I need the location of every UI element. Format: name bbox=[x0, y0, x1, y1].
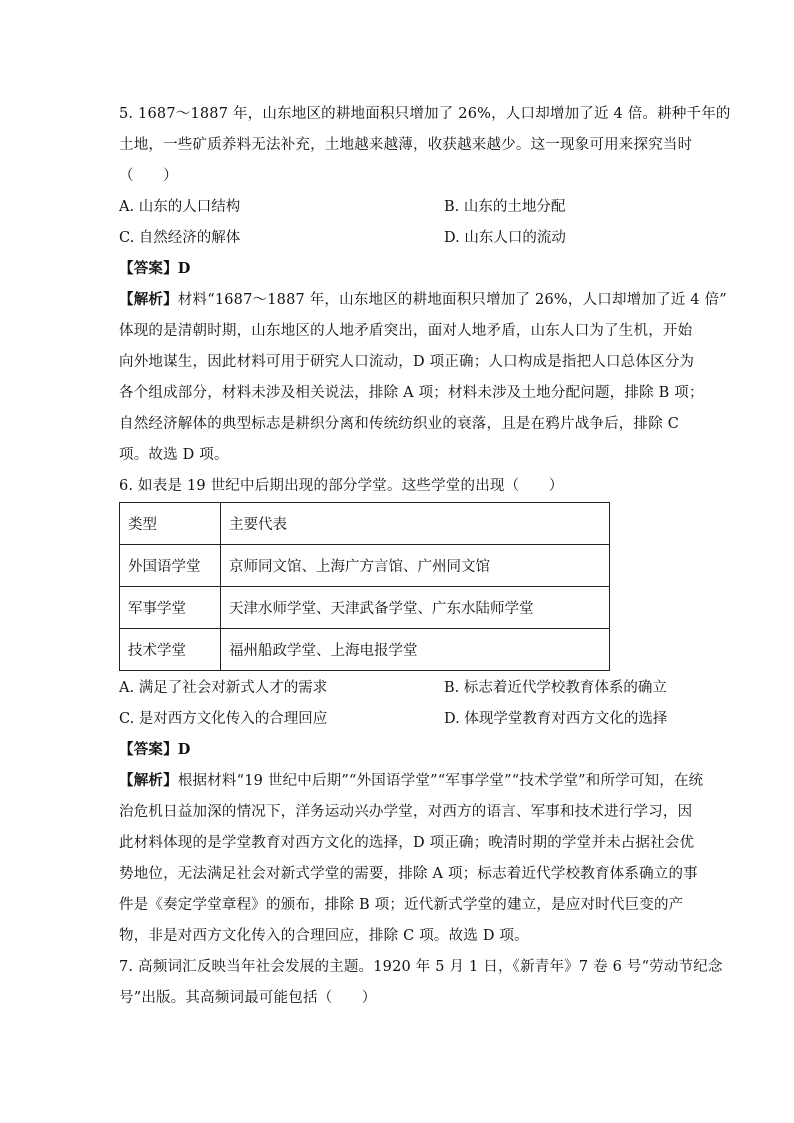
q5-stem-line-3: （ ） bbox=[119, 168, 178, 184]
table-row bbox=[120, 587, 610, 629]
table-cell-type: 军事学堂 bbox=[120, 587, 221, 629]
q6-answer: 【答案】D bbox=[119, 741, 191, 758]
table-cell-representatives: 福州船政学堂、上海电报学堂 bbox=[221, 629, 610, 671]
q6-analysis-line-2: 治危机日益加深的情况下，洋务运动兴办学堂，对西方的语言、军事和技术进行学习，因 bbox=[119, 804, 693, 820]
table-header-row bbox=[120, 503, 610, 545]
table-cell-representatives: 京师同文馆、上海广方言馆、广州同文馆 bbox=[221, 545, 610, 587]
q6-analysis-label: 【解析】 bbox=[119, 772, 178, 789]
q5-analysis-line-4: 各个组成部分，材料未涉及相关说法，排除 A 项；材料未涉及土地分配问题，排除 B 项； bbox=[119, 385, 704, 401]
table-header-type: 类型 bbox=[120, 503, 221, 545]
table-cell-type: 技术学堂 bbox=[120, 629, 221, 671]
q6-analysis-line-4: 势地位，无法满足社会对新式学堂的需要，排除 A 项；标志着近代学校教育体系确立的事 bbox=[119, 866, 698, 882]
table-row bbox=[120, 545, 610, 587]
table-cell-representatives: 天津水师学堂、天津武备学堂、广东水陆师学堂 bbox=[221, 587, 610, 629]
q5-analysis-line-2: 体现的是清朝时期，山东地区的人地矛盾突出，面对人地矛盾，山东人口为了生机，开始 bbox=[119, 323, 693, 339]
q6-analysis-line-6: 物，非是对西方文化传入的合理回应，排除 C 项。故选 D 项。 bbox=[119, 928, 529, 944]
q7-stem-line-1: 7. 高频词汇反映当年社会发展的主题。1920 年 5 月 1 日，《新青年》7 卷 6 号“劳动节纪念 bbox=[119, 959, 723, 975]
q6-option-c: C. 是对西方文化传入的合理回应 bbox=[119, 711, 328, 727]
q6-analysis-text: 根据材料“19 世纪中后期”“外国语学堂”“军事学堂”“技术学堂”和所学可知，在统 bbox=[177, 773, 704, 789]
q6-option-b: B. 标志着近代学校教育体系的确立 bbox=[444, 680, 667, 696]
q5-option-a: A. 山东的人口结构 bbox=[119, 199, 241, 215]
q7-stem-line-2: 号”出版。其高频词最可能包括（ ） bbox=[119, 990, 377, 1006]
q5-stem-line-1: 5. 1687～1887 年，山东地区的耕地面积只增加了 26%，人口却增加了近 4 倍。耕种千年的 bbox=[119, 106, 731, 122]
q5-analysis-line-5: 自然经济解体的典型标志是耕织分离和传统纺织业的衰落，且是在鸦片战争后，排除 C bbox=[119, 416, 680, 432]
q5-option-b: B. 山东的土地分配 bbox=[444, 199, 566, 215]
q6-analysis-line-5: 件是《奏定学堂章程》的颁布，排除 B 项；近代新式学堂的建立，是应对时代巨变的产 bbox=[119, 897, 684, 913]
q5-analysis-text: 材料“1687～1887 年，山东地区的耕地面积只增加了 26%，人口却增加了近 4 倍” bbox=[177, 292, 727, 308]
q6-analysis-line-1 bbox=[119, 771, 703, 791]
q5-option-c: C. 自然经济的解体 bbox=[119, 230, 241, 246]
q5-analysis-line-6: 项。故选 D 项。 bbox=[119, 447, 229, 463]
q6-stem: 6. 如表是 19 世纪中后期出现的部分学堂。这些学堂的出现（ ） bbox=[119, 478, 564, 494]
q5-answer: 【答案】D bbox=[119, 260, 191, 277]
q5-option-d: D. 山东人口的流动 bbox=[444, 230, 566, 246]
q6-table bbox=[119, 502, 610, 671]
q5-stem-line-2: 土地，一些矿质养料无法补充，土地越来越薄，收获越来越少。这一现象可用来探究当时 bbox=[119, 137, 693, 153]
table-row bbox=[120, 629, 610, 671]
q5-analysis-label: 【解析】 bbox=[119, 291, 178, 308]
q5-analysis-line-1 bbox=[119, 290, 727, 310]
table-header-representatives: 主要代表 bbox=[221, 503, 610, 545]
q6-option-a: A. 满足了社会对新式人才的需求 bbox=[119, 680, 328, 696]
q6-analysis-line-3: 此材料体现的是学堂教育对西方文化的选择，D 项正确；晚清时期的学堂并未占据社会优 bbox=[119, 835, 695, 851]
q5-analysis-line-3: 向外地谋生，因此材料可用于研究人口流动，D 项正确；人口构成是指把人口总体区分为 bbox=[119, 354, 695, 370]
q6-option-d: D. 体现学堂教育对西方文化的选择 bbox=[444, 711, 668, 727]
table-cell-type: 外国语学堂 bbox=[120, 545, 221, 587]
